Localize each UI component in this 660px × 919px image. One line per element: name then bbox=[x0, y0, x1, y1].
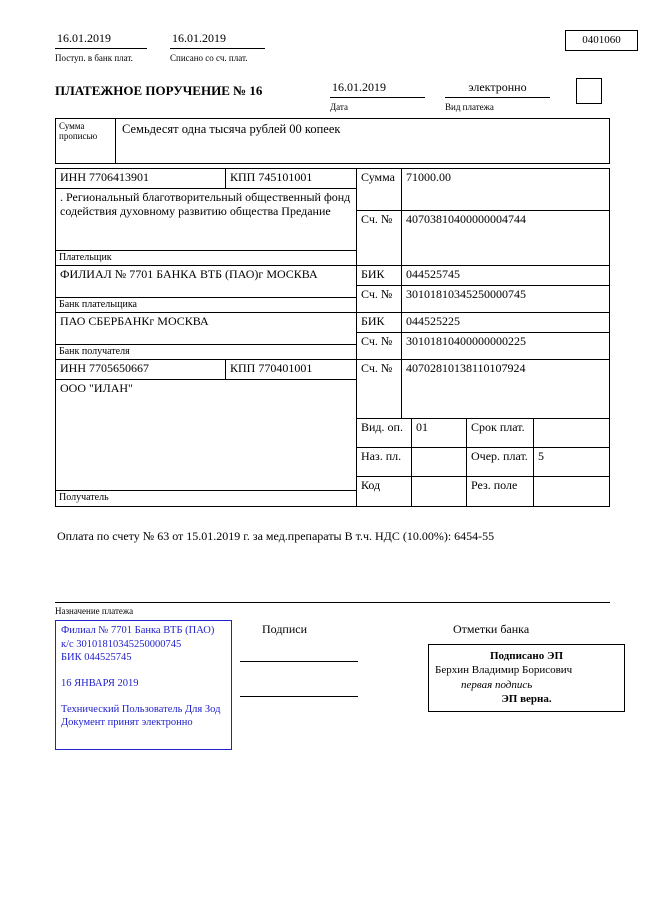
payer-bank-section-label: Банк плательщика bbox=[59, 299, 137, 310]
code-row bbox=[357, 477, 609, 506]
payee-inn: ИНН 7705650667 bbox=[56, 360, 226, 379]
payer-account-row bbox=[357, 211, 609, 266]
payee-section-label: Получатель bbox=[59, 492, 109, 503]
operation-type-row bbox=[357, 419, 609, 448]
stamp-user: Технический Пользователь Для Зод bbox=[61, 703, 221, 715]
payee-account-number: 40702810138110107924 bbox=[406, 361, 526, 375]
electronic-signature-stamp bbox=[428, 644, 625, 712]
payer-section-label: Плательщик bbox=[59, 252, 112, 263]
payer-bank-account-row bbox=[357, 286, 609, 313]
reserve-field-value bbox=[534, 477, 609, 506]
document-date-field bbox=[330, 80, 425, 98]
stamp-gap bbox=[61, 691, 226, 703]
payer-kpp: КПП 745101001 bbox=[230, 170, 313, 184]
document-title: ПЛАТЕЖНОЕ ПОРУЧЕНИЕ № 16 bbox=[55, 83, 263, 98]
ep-stamp-role: первая подпись bbox=[461, 678, 533, 691]
requisites-left-column bbox=[56, 169, 356, 506]
payee-name: ООО "ИЛАН" bbox=[60, 381, 133, 395]
amount-words-box bbox=[55, 118, 610, 164]
received-date-label: Поступ. в банк плат. bbox=[55, 53, 133, 63]
document-date: 16.01.2019 bbox=[332, 80, 386, 94]
sum-row bbox=[357, 169, 609, 211]
payee-account-label: Сч. № bbox=[357, 360, 402, 418]
payer-account-number: 40703810400000004744 bbox=[406, 212, 526, 226]
payee-name-row bbox=[56, 380, 356, 491]
stamp-date: 16 ЯНВАРЯ 2019 bbox=[61, 677, 139, 689]
payee-bank-bik-label: БИК bbox=[357, 313, 402, 332]
ep-stamp-title: Подписано ЭП bbox=[489, 650, 564, 662]
form-code-box: 0401060 bbox=[565, 30, 638, 51]
payee-section-row bbox=[56, 491, 356, 506]
purpose-code-value bbox=[412, 448, 467, 476]
payer-bank-bik: 044525745 bbox=[406, 267, 460, 281]
payment-term-value bbox=[534, 419, 609, 447]
ep-stamp-verified: ЭП верна. bbox=[501, 692, 552, 705]
payee-bank-account-row bbox=[357, 333, 609, 360]
payment-purpose-text: Оплата по счету № 63 от 15.01.2019 г. за мед.препараты В т.ч. НДС (10.00%): 6454-55 bbox=[57, 529, 495, 543]
debited-date-field bbox=[170, 31, 265, 49]
document-date-label: Дата bbox=[330, 102, 348, 112]
payee-bank-account: 30101810400000000225 bbox=[406, 334, 526, 348]
payer-inn-row bbox=[56, 169, 356, 189]
payee-bank-account-label: Сч. № bbox=[357, 333, 402, 359]
payee-bank-bik-row bbox=[357, 313, 609, 333]
debited-date-label: Списано со сч. плат. bbox=[170, 53, 248, 63]
stamp-gap bbox=[61, 665, 226, 677]
stamp-status: Документ принят электронно bbox=[61, 717, 193, 729]
payer-account-label: Сч. № bbox=[357, 211, 402, 265]
payer-bank-account: 30101810345250000745 bbox=[406, 287, 526, 301]
payer-bank-bik-row bbox=[357, 266, 609, 286]
code-value bbox=[412, 477, 467, 506]
operation-type-value: 01 bbox=[412, 419, 467, 447]
requisites-right-column bbox=[356, 169, 609, 506]
stamp-bik: БИК 044525745 bbox=[61, 652, 132, 664]
stamp-bank-name: Филиал № 7701 Банка ВТБ (ПАО) bbox=[61, 625, 215, 636]
payee-inn-row bbox=[56, 360, 356, 380]
payment-order-label: Очер. плат. bbox=[467, 448, 534, 476]
ep-stamp-signer-name: Берхин Владимир Борисович bbox=[435, 664, 573, 677]
payer-name-row bbox=[56, 189, 356, 251]
signature-line-1 bbox=[240, 648, 358, 662]
received-date: 16.01.2019 bbox=[57, 31, 111, 45]
payee-bank-bik: 044525225 bbox=[406, 314, 460, 328]
amount-words-label: Сумма прописью bbox=[56, 119, 116, 163]
payer-inn: ИНН 7706413901 bbox=[56, 169, 226, 188]
payment-term-label: Срок плат. bbox=[467, 419, 534, 447]
purpose-code-label: Наз. пл. bbox=[357, 448, 412, 476]
sum-label: Сумма bbox=[357, 169, 402, 210]
payee-bank-name: ПАО СБЕРБАНКг МОСКВА bbox=[60, 314, 209, 328]
payer-bank-section-row bbox=[56, 298, 356, 313]
payment-kind: электронно bbox=[468, 80, 527, 94]
payee-kpp: КПП 770401001 bbox=[230, 361, 313, 375]
payment-order-value: 5 bbox=[538, 449, 544, 463]
operation-type-label: Вид. оп. bbox=[357, 419, 412, 447]
signature-line-2 bbox=[240, 683, 358, 697]
sum-value: 71000.00 bbox=[406, 170, 451, 184]
payer-bank-bik-label: БИК bbox=[357, 266, 402, 285]
signatures-label: Подписи bbox=[262, 622, 308, 636]
bank-marks-label: Отметки банка bbox=[453, 622, 530, 636]
code-label: Код bbox=[357, 477, 412, 506]
amount-words-value: Семьдесят одна тысяча рублей 00 копеек bbox=[122, 122, 341, 136]
requisites-table bbox=[55, 168, 610, 507]
reserve-field-label: Рез. поле bbox=[467, 477, 534, 506]
payee-bank-name-row bbox=[56, 313, 356, 345]
debited-date: 16.01.2019 bbox=[172, 31, 226, 45]
payee-bank-section-label: Банк получателя bbox=[59, 346, 130, 357]
stamp-corr-account: к/с 30101810345250000745 bbox=[61, 638, 182, 650]
payer-bank-account-label: Сч. № bbox=[357, 286, 402, 312]
payer-name: . Региональный благотворительный общественный фонд содействия духовному развитию общества Предание bbox=[60, 190, 351, 218]
payment-kind-field bbox=[445, 80, 550, 98]
status-box bbox=[576, 78, 602, 104]
bank-acceptance-stamp bbox=[55, 620, 232, 750]
payer-bank-name: ФИЛИАЛ № 7701 БАНКА ВТБ (ПАО)г МОСКВА bbox=[60, 267, 318, 281]
payment-purpose-label: Назначение платежа bbox=[55, 606, 134, 616]
payee-account-row bbox=[357, 360, 609, 419]
payee-bank-section-row bbox=[56, 345, 356, 360]
payment-purpose-code-row bbox=[357, 448, 609, 477]
payment-kind-label: Вид платежа bbox=[445, 102, 494, 112]
received-date-field bbox=[55, 31, 147, 49]
payer-section-row bbox=[56, 251, 356, 266]
payer-bank-name-row bbox=[56, 266, 356, 298]
payment-purpose-area bbox=[55, 507, 610, 603]
